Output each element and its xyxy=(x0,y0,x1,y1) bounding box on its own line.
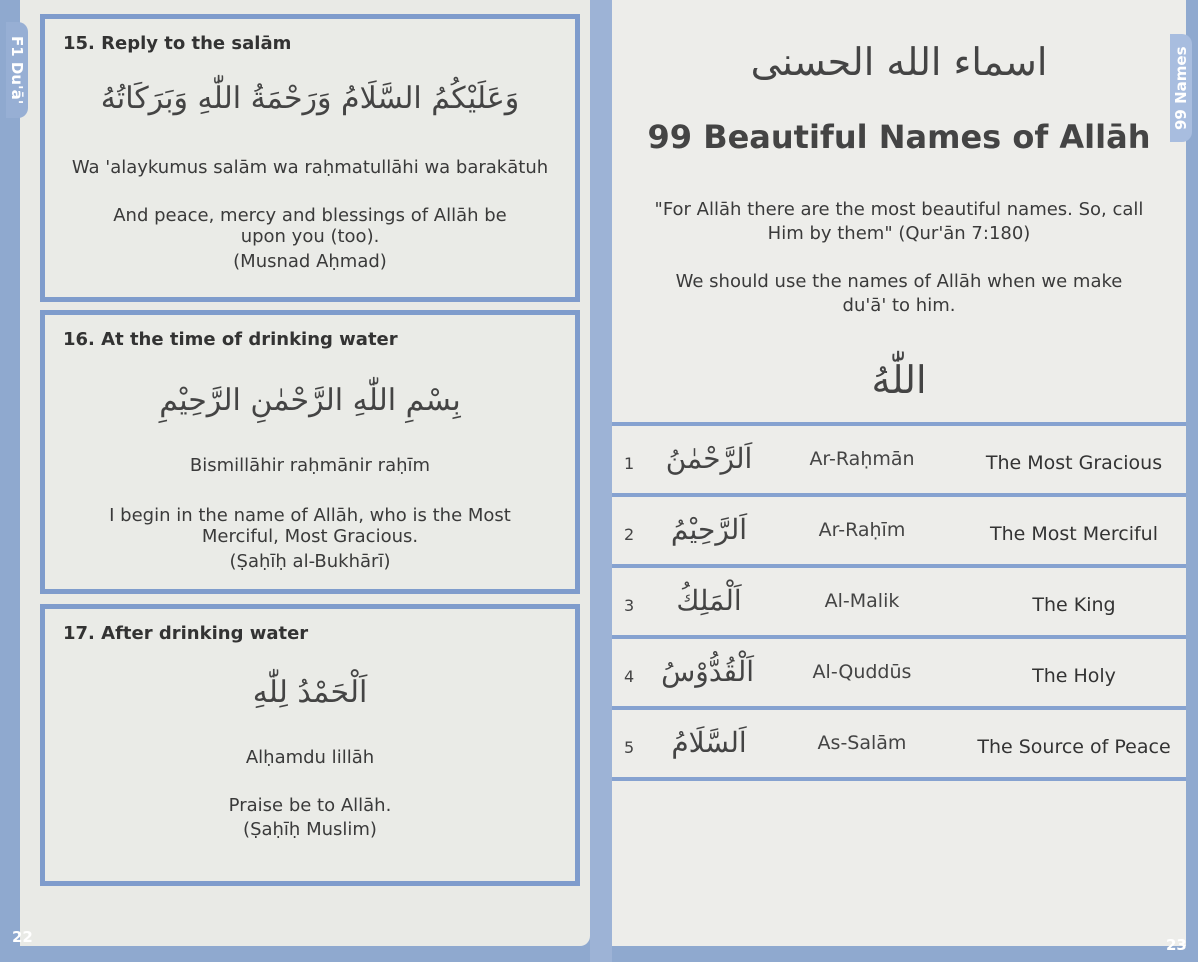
dua-arabic: وَعَلَيْكُمُ السَّلَامُ وَرَحْمَةُ اللّٰهِ وَبَرَكَاتُهُ xyxy=(100,81,520,116)
dua-meaning: I begin in the name of Allāh, who is the Most Merciful, Most Gracious. xyxy=(109,505,511,547)
dua-card-16 xyxy=(40,310,580,594)
title-arabic: اسماء الله الحسنى xyxy=(750,40,1048,84)
dua-source: (Ṣaḥīḥ al-Bukhārī) xyxy=(229,551,391,572)
name-meaning: The Most Merciful xyxy=(990,523,1158,545)
name-row xyxy=(612,564,1186,635)
name-number: 3 xyxy=(624,596,635,615)
quran-quote: "For Allāh there are the most beautiful names. So, call Him by them" (Qur'ān 7:180) xyxy=(654,199,1144,244)
dua-transliteration: Alḥamdu lillāh xyxy=(245,747,375,768)
name-arabic: اَلْمَلِكُ xyxy=(676,584,742,617)
name-transliteration: Al-Malik xyxy=(824,590,900,612)
page-number-right: 23 xyxy=(1166,936,1187,954)
dua-transliteration: Wa 'alaykumus salām wa raḥmatullāhi wa barakātuh xyxy=(71,157,549,178)
dua-title: 15. Reply to the salām xyxy=(63,33,292,54)
page-title: 99 Beautiful Names of Allāh xyxy=(647,118,1151,156)
name-number: 4 xyxy=(624,667,635,686)
name-number: 5 xyxy=(624,738,635,757)
name-number: 1 xyxy=(624,454,635,473)
name-row xyxy=(612,706,1186,781)
section-tab-99-names: 99 Names xyxy=(1170,34,1192,142)
name-row xyxy=(612,422,1186,493)
right-page xyxy=(612,0,1186,946)
dua-title: 16. At the time of drinking water xyxy=(63,329,398,350)
page-number-left: 22 xyxy=(12,928,33,946)
name-row xyxy=(612,635,1186,706)
dua-arabic: اَلْحَمْدُ لِلّٰهِ xyxy=(252,675,368,710)
dua-card-15 xyxy=(40,14,580,302)
name-meaning: The Most Gracious xyxy=(985,452,1163,474)
name-number: 2 xyxy=(624,525,635,544)
section-tab-dua: F1 Du'ā' xyxy=(6,22,28,118)
book-gutter xyxy=(590,0,612,962)
dua-card-17 xyxy=(40,604,580,886)
dua-meaning: Praise be to Allāh. xyxy=(228,795,392,816)
dua-arabic: بِسْمِ اللّٰهِ الرَّحْمٰنِ الرَّحِيْمِ xyxy=(159,383,461,418)
left-page xyxy=(20,0,590,946)
dua-title: 17. After drinking water xyxy=(63,623,309,644)
name-arabic: اَلرَّحِيْمُ xyxy=(670,513,748,546)
name-meaning: The Holy xyxy=(1032,665,1116,687)
name-transliteration: Al-Quddūs xyxy=(812,661,912,683)
name-arabic: اَلْقُدُّوْسُ xyxy=(661,655,754,688)
dua-meaning: And peace, mercy and blessings of Allāh be upon you (too). xyxy=(113,205,507,247)
name-transliteration: Ar-Raḥmān xyxy=(809,448,915,470)
name-transliteration: Ar-Raḥīm xyxy=(818,519,906,541)
dua-transliteration: Bismillāhir raḥmānir raḥīm xyxy=(189,455,431,476)
name-transliteration: As-Salām xyxy=(817,732,907,754)
dua-source: (Musnad Aḥmad) xyxy=(233,251,387,272)
name-arabic: اَلسَّلَامُ xyxy=(671,726,747,759)
name-meaning: The King xyxy=(1032,594,1116,616)
names-table xyxy=(612,422,1186,781)
allah-arabic: اللّٰهُ xyxy=(871,358,927,402)
name-row xyxy=(612,493,1186,564)
name-arabic: اَلرَّحْمٰنُ xyxy=(665,442,753,475)
name-meaning: The Source of Peace xyxy=(977,736,1171,758)
intro-note: We should use the names of Allāh when we make du'ā' to him. xyxy=(675,271,1123,316)
dua-source: (Ṣaḥīḥ Muslim) xyxy=(243,819,377,840)
